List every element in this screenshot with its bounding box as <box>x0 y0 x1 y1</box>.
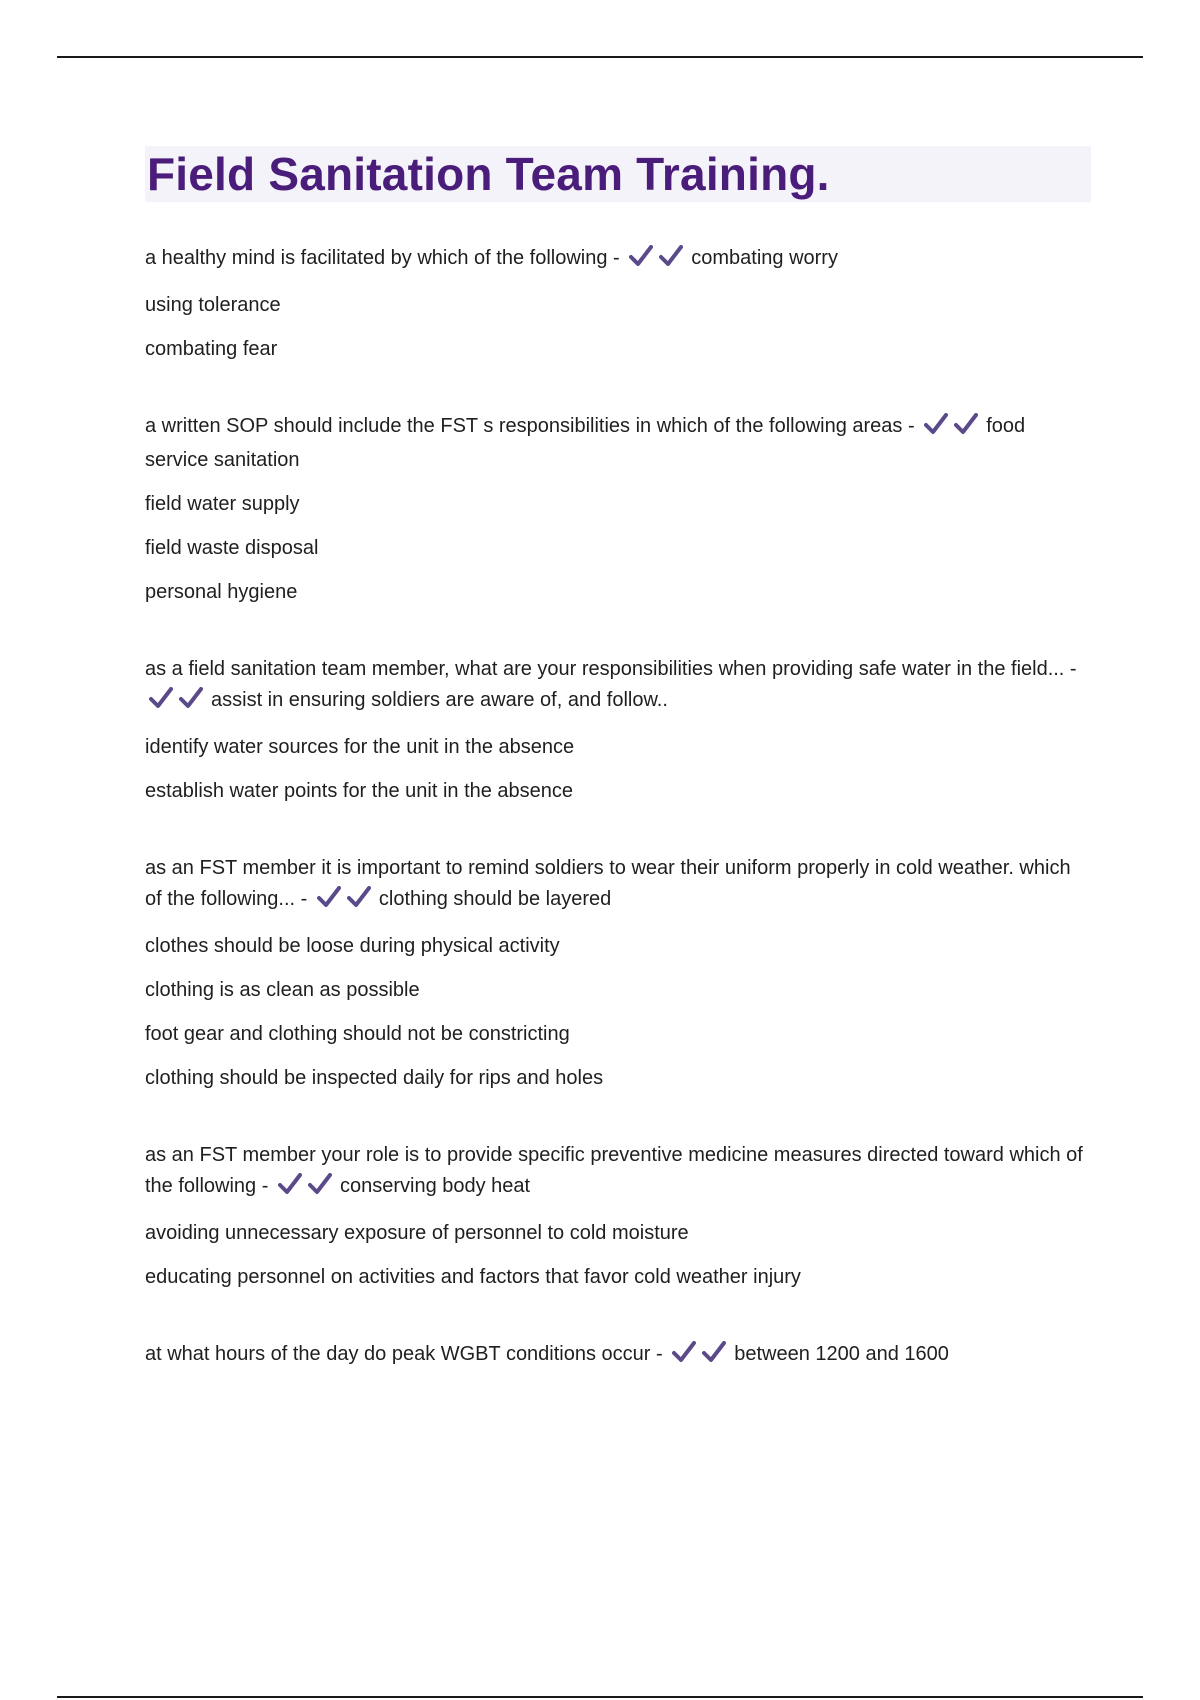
option-text: clothing is as clean as possible <box>145 979 420 1001</box>
question-line <box>145 1339 1091 1373</box>
qa-item <box>145 411 1091 608</box>
option-text: identify water sources for the unit in the absence <box>145 736 575 758</box>
answer-marker <box>924 413 984 445</box>
option-text: establish water points for the unit in the absence <box>145 780 574 802</box>
answer-text: between 1200 and 1600 <box>734 1343 949 1365</box>
answer-marker <box>629 245 689 277</box>
checkmark-icon <box>954 413 978 435</box>
question-text: as an FST member your role is to provide specific preventive medicine measures directed toward which of the following - <box>145 1144 1083 1197</box>
checkmark-icon <box>629 245 653 267</box>
qa-item <box>145 1339 1091 1373</box>
question-line <box>145 1140 1091 1205</box>
qa-item <box>145 654 1091 807</box>
document-body <box>145 146 1091 1419</box>
checkmark-icon <box>278 1173 302 1195</box>
option-text: combating fear <box>145 338 278 360</box>
option-text: field water supply <box>145 493 300 515</box>
checkmark-icon <box>659 245 683 267</box>
option-text: foot gear and clothing should not be constricting <box>145 1023 570 1045</box>
answer-text: combating worry <box>691 247 838 269</box>
answer-marker <box>278 1173 338 1205</box>
question-text: a healthy mind is facilitated by which of the following - <box>145 247 620 269</box>
qa-list <box>145 243 1091 1373</box>
checkmark-icon <box>308 1173 332 1195</box>
checkmark-icon <box>179 687 203 709</box>
checkmark-icon <box>702 1341 726 1363</box>
qa-item <box>145 1140 1091 1293</box>
checkmark-icon <box>672 1341 696 1363</box>
answer-text: assist in ensuring soldiers are aware of, and follow.. <box>211 689 668 711</box>
option-text: avoiding unnecessary exposure of personnel to cold moisture <box>145 1222 689 1244</box>
checkmark-icon <box>149 687 173 709</box>
option-text: clothing should be inspected daily for rips and holes <box>145 1067 604 1089</box>
answer-text: food service sanitation <box>145 415 1026 471</box>
bottom-rule <box>57 1696 1143 1698</box>
option-text: field waste disposal <box>145 537 319 559</box>
title-banner <box>145 146 1091 202</box>
checkmark-icon <box>317 886 341 908</box>
answer-marker <box>149 687 209 719</box>
answer-marker <box>672 1341 732 1373</box>
question-line <box>145 654 1091 719</box>
answer-text: clothing should be layered <box>378 888 612 910</box>
question-text: as an FST member it is important to remind soldiers to wear their uniform properly in cold weather. which of the following... - <box>145 857 1071 910</box>
top-rule <box>57 56 1143 58</box>
option-text: clothes should be loose during physical activity <box>145 935 560 957</box>
question-text: as a field sanitation team member, what are your responsibilities when providing safe water in the field... - <box>145 658 1077 680</box>
question-line <box>145 853 1091 918</box>
page-title: Field Sanitation Team Training. <box>147 148 830 200</box>
option-text: personal hygiene <box>145 581 298 603</box>
question-text: at what hours of the day do peak WGBT conditions occur - <box>145 1343 663 1365</box>
option-text: using tolerance <box>145 294 281 316</box>
question-line <box>145 243 1091 277</box>
qa-item <box>145 243 1091 365</box>
question-line <box>145 411 1091 476</box>
question-text: a written SOP should include the FST s responsibilities in which of the following areas - <box>145 415 915 437</box>
answer-marker <box>317 886 377 918</box>
checkmark-icon <box>924 413 948 435</box>
checkmark-icon <box>347 886 371 908</box>
qa-item <box>145 853 1091 1094</box>
option-text: educating personnel on activities and factors that favor cold weather injury <box>145 1266 801 1288</box>
answer-text: conserving body heat <box>339 1175 531 1197</box>
